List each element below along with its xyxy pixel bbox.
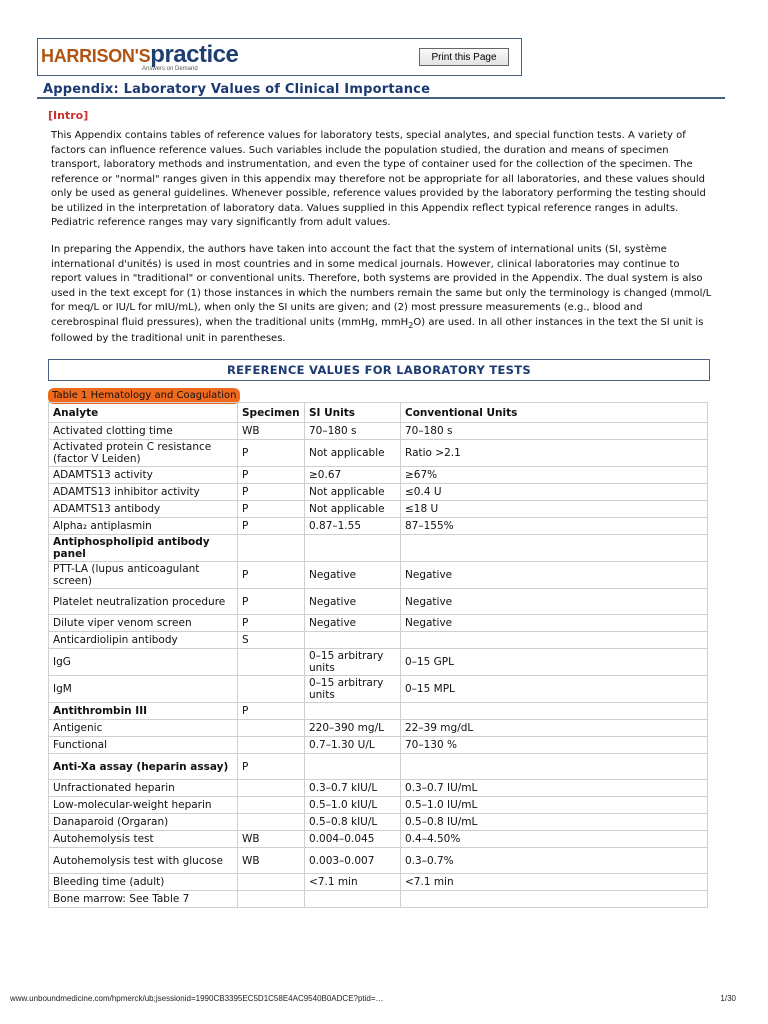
table-row [49, 467, 708, 484]
header-analyte: Analyte [49, 403, 238, 423]
cell-conventional-units: 70–130 % [401, 737, 708, 754]
cell-analyte: Low-molecular-weight heparin [49, 797, 238, 814]
cell-specimen: P [238, 484, 305, 501]
cell-specimen [238, 676, 305, 703]
cell-specimen [238, 535, 305, 562]
cell-specimen: WB [238, 423, 305, 440]
table-row [49, 797, 708, 814]
cell-specimen: P [238, 589, 305, 615]
cell-conventional-units [401, 535, 708, 562]
cell-analyte: Bone marrow: See Table 7 [49, 891, 238, 908]
cell-conventional-units: 87–155% [401, 518, 708, 535]
cell-si-units: 70–180 s [305, 423, 401, 440]
cell-conventional-units: 70–180 s [401, 423, 708, 440]
logo-tagline: Answers on Demand [142, 66, 198, 72]
cell-specimen: P [238, 467, 305, 484]
cell-conventional-units [401, 891, 708, 908]
table-row [49, 814, 708, 831]
table-header-row [49, 403, 708, 423]
hematology-table [48, 402, 708, 908]
intro-section-link[interactable]: [Intro] [48, 109, 89, 122]
cell-analyte: Autohemolysis test [49, 831, 238, 848]
table-row [49, 676, 708, 703]
intro-paragraph-2-part-a: In preparing the Appendix, the authors have taken into account the fact that the system of international units (SI, système international d'unités) is used in most countries and in some medical journals. However, clinical laboratories may continue to report values in "traditional" or conventional units. Therefore, both systems are provided in the Appendix. The dual system is also used in the text except for (1) those instances in which the numbers remain the same but only the terminology is changed (mmol/L for meq/L or IU/L for mIU/mL), when only the SI units are given; and (2) most pressure measurements (e.g., blood and cerebrospinal fluid pressures), when the traditional units (mmHg, mmH [51, 244, 712, 328]
cell-specimen: WB [238, 848, 305, 874]
table-row [49, 562, 708, 589]
cell-conventional-units [401, 703, 708, 720]
cell-specimen: P [238, 440, 305, 467]
cell-conventional-units: 0–15 MPL [401, 676, 708, 703]
cell-si-units: Not applicable [305, 484, 401, 501]
cell-conventional-units: Negative [401, 562, 708, 589]
table-row [49, 484, 708, 501]
table-row [49, 649, 708, 676]
table-row [49, 874, 708, 891]
cell-si-units: 0.003–0.007 [305, 848, 401, 874]
cell-conventional-units: <7.1 min [401, 874, 708, 891]
cell-analyte: Anticardiolipin antibody [49, 632, 238, 649]
cell-si-units: Not applicable [305, 440, 401, 467]
cell-analyte: ADAMTS13 activity [49, 467, 238, 484]
cell-conventional-units: Negative [401, 589, 708, 615]
subscript-2: 2 [408, 319, 414, 330]
table-row [49, 535, 708, 562]
cell-conventional-units: Negative [401, 615, 708, 632]
cell-analyte: Unfractionated heparin [49, 780, 238, 797]
cell-specimen [238, 891, 305, 908]
cell-conventional-units: 0–15 GPL [401, 649, 708, 676]
cell-conventional-units [401, 754, 708, 780]
cell-specimen [238, 797, 305, 814]
table-row [49, 423, 708, 440]
cell-conventional-units: 0.4–4.50% [401, 831, 708, 848]
intro-paragraph-1: This Appendix contains tables of reference values for laboratory tests, special analytes, and special function tests. A variety of factors can influence reference values. Such variables include the population studied, the duration and means of specimen transport, laboratory methods and instrumentation, and even the type of container used for the collection of the specimen. The reference or "normal" ranges given in this appendix may therefore not be appropriate for all laboratories, and these values should only be used as general guidelines. Whenever possible, reference values provided by the laboratory performing the testing should be utilized in the interpretation of laboratory data. Values supplied in this Appendix reflect typical reference ranges in adults. Pediatric reference ranges may vary significantly from adult values. [51, 130, 706, 228]
header-conventional-units: Conventional Units [401, 403, 708, 423]
logo-main-text: HARRISON'S [41, 46, 151, 66]
cell-analyte: ADAMTS13 antibody [49, 501, 238, 518]
cell-si-units: 0.5–1.0 kIU/L [305, 797, 401, 814]
table-row [49, 518, 708, 535]
cell-si-units: ≥0.67 [305, 467, 401, 484]
cell-si-units: 0.3–0.7 kIU/L [305, 780, 401, 797]
table-label[interactable]: Table 1 Hematology and Coagulation [48, 388, 240, 404]
cell-si-units: Negative [305, 615, 401, 632]
cell-conventional-units: 0.3–0.7 IU/mL [401, 780, 708, 797]
cell-analyte: Anti-Xa assay (heparin assay) [49, 754, 238, 780]
header-specimen: Specimen [238, 403, 305, 423]
page-number: 1/30 [720, 994, 736, 1003]
cell-analyte: Platelet neutralization procedure [49, 589, 238, 615]
cell-si-units: 220–390 mg/L [305, 720, 401, 737]
cell-conventional-units [401, 632, 708, 649]
table-row [49, 780, 708, 797]
cell-conventional-units: ≥67% [401, 467, 708, 484]
cell-si-units: 0.5–0.8 kIU/L [305, 814, 401, 831]
table-row [49, 632, 708, 649]
cell-specimen: S [238, 632, 305, 649]
cell-si-units: Not applicable [305, 501, 401, 518]
cell-si-units: Negative [305, 562, 401, 589]
cell-analyte: PTT-LA (lupus anticoagulant screen) [49, 562, 238, 589]
header-si-units: SI Units [305, 403, 401, 423]
cell-specimen: P [238, 501, 305, 518]
table-row [49, 720, 708, 737]
cell-specimen [238, 720, 305, 737]
table-row [49, 589, 708, 615]
cell-specimen: P [238, 615, 305, 632]
cell-analyte: Danaparoid (Orgaran) [49, 814, 238, 831]
cell-analyte: Functional [49, 737, 238, 754]
cell-conventional-units: 22–39 mg/dL [401, 720, 708, 737]
intro-paragraph-2-part-b: O) are used. In all other instances in the text the SI unit is followed by the traditional unit in parentheses. [51, 316, 704, 344]
table-row [49, 848, 708, 874]
footer-url: www.unboundmedicine.com/hpmerck/ub;jsessionid=1990CB3395EC5D1C58E4AC9540B0ADCE?ptid=… [10, 994, 384, 1003]
cell-si-units: Negative [305, 589, 401, 615]
cell-analyte: IgG [49, 649, 238, 676]
intro-paragraph-2 [51, 243, 713, 347]
header-banner [37, 38, 522, 76]
table-row [49, 831, 708, 848]
cell-conventional-units: 0.5–0.8 IU/mL [401, 814, 708, 831]
table-row [49, 501, 708, 518]
logo-accent-text: practice [150, 41, 239, 68]
cell-analyte: IgM [49, 676, 238, 703]
cell-specimen [238, 780, 305, 797]
cell-analyte: Activated protein C resistance (factor V Leiden) [49, 440, 238, 467]
title-divider [37, 97, 725, 99]
cell-analyte: Alpha₂ antiplasmin [49, 518, 238, 535]
print-page-button[interactable]: Print this Page [419, 48, 509, 66]
cell-analyte: Antithrombin III [49, 703, 238, 720]
cell-analyte: Dilute viper venom screen [49, 615, 238, 632]
cell-si-units: <7.1 min [305, 874, 401, 891]
cell-si-units: 0.004–0.045 [305, 831, 401, 848]
page-title: Appendix: Laboratory Values of Clinical Importance [43, 82, 431, 97]
table-row [49, 891, 708, 908]
cell-conventional-units: Ratio >2.1 [401, 440, 708, 467]
cell-si-units [305, 632, 401, 649]
cell-specimen: WB [238, 831, 305, 848]
table-row [49, 754, 708, 780]
cell-analyte: Antigenic [49, 720, 238, 737]
cell-si-units [305, 754, 401, 780]
cell-si-units: 0.7–1.30 U/L [305, 737, 401, 754]
cell-analyte: Antiphospholipid antibody panel [49, 535, 238, 562]
cell-analyte: ADAMTS13 inhibitor activity [49, 484, 238, 501]
cell-si-units: 0.87–1.55 [305, 518, 401, 535]
harrisons-practice-logo[interactable] [41, 41, 238, 69]
cell-analyte: Activated clotting time [49, 423, 238, 440]
cell-specimen: P [238, 562, 305, 589]
cell-conventional-units: ≤18 U [401, 501, 708, 518]
cell-specimen: P [238, 703, 305, 720]
cell-specimen: P [238, 518, 305, 535]
cell-conventional-units: ≤0.4 U [401, 484, 708, 501]
cell-specimen [238, 814, 305, 831]
cell-si-units [305, 703, 401, 720]
cell-specimen [238, 649, 305, 676]
table-row [49, 615, 708, 632]
cell-analyte: Autohemolysis test with glucose [49, 848, 238, 874]
cell-analyte: Bleeding time (adult) [49, 874, 238, 891]
table-row [49, 440, 708, 467]
cell-specimen [238, 737, 305, 754]
cell-conventional-units: 0.3–0.7% [401, 848, 708, 874]
cell-si-units: 0–15 arbitrary units [305, 676, 401, 703]
cell-specimen: P [238, 754, 305, 780]
cell-specimen [238, 874, 305, 891]
table-row [49, 737, 708, 754]
section-heading: REFERENCE VALUES FOR LABORATORY TESTS [48, 359, 710, 381]
cell-si-units [305, 891, 401, 908]
cell-si-units [305, 535, 401, 562]
cell-si-units: 0–15 arbitrary units [305, 649, 401, 676]
table-row [49, 703, 708, 720]
cell-conventional-units: 0.5–1.0 IU/mL [401, 797, 708, 814]
